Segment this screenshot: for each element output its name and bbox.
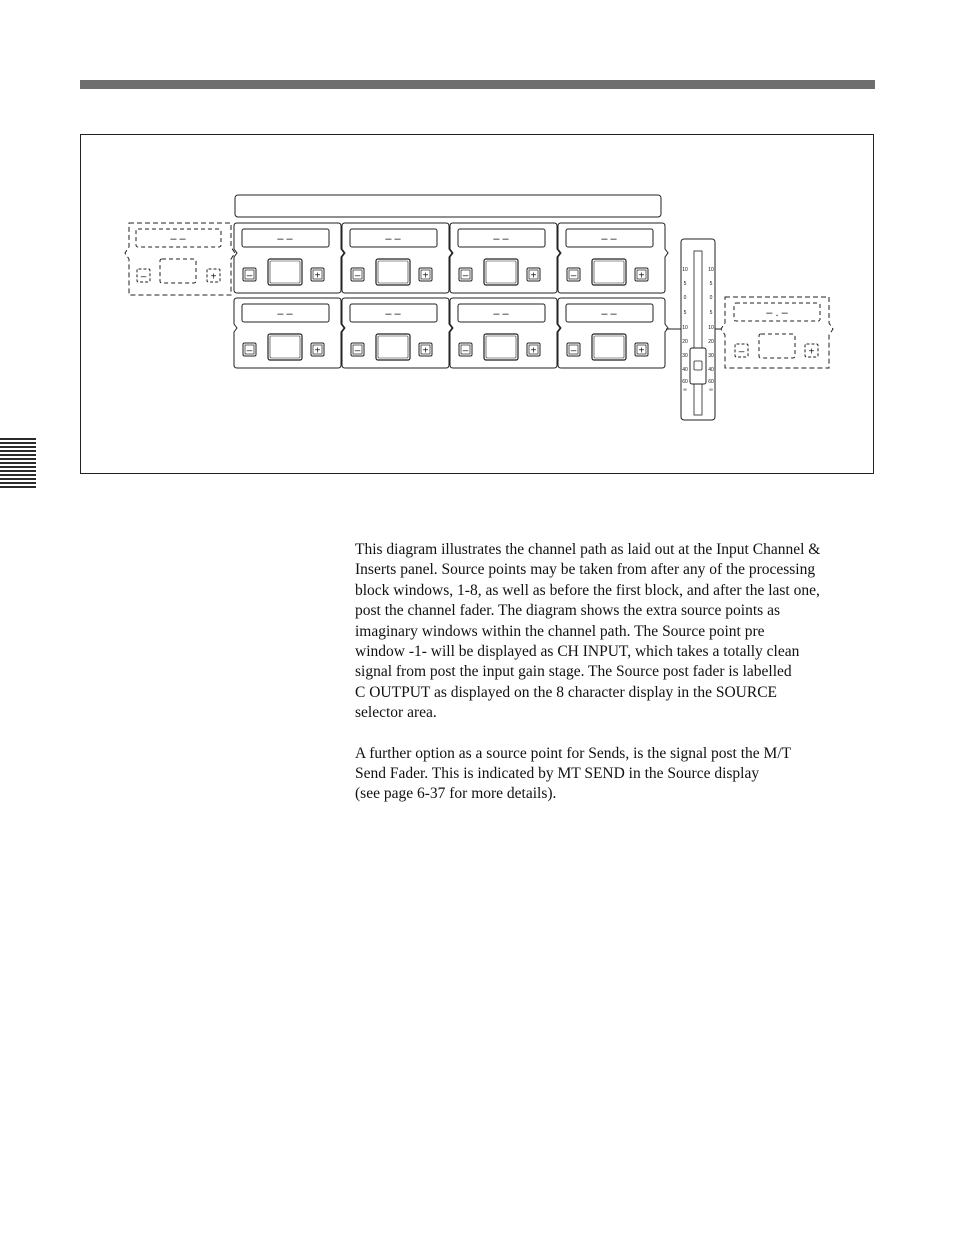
- post-window-key: [759, 334, 795, 358]
- fader-slot: [694, 251, 702, 415]
- plus-button-label: +: [638, 270, 645, 282]
- window-select-key: [376, 259, 410, 285]
- window-display-text: – –: [385, 233, 401, 245]
- window-display-text: – –: [277, 308, 293, 320]
- fader-scale-right-label: 5: [709, 281, 713, 287]
- minus-button-label: –: [354, 270, 361, 282]
- window-display-text: – –: [601, 308, 617, 320]
- fader-scale-right-label: 30: [708, 353, 714, 359]
- fader-scale-right-label: 10: [708, 325, 714, 331]
- fader-scale-left-label: 10: [682, 325, 688, 331]
- fader-scale-left-label: 0: [683, 295, 687, 301]
- processing-window-1: [234, 223, 344, 293]
- processing-window-3: [450, 223, 560, 293]
- fader-scale-right-label: 20: [708, 339, 714, 345]
- processing-window-6: [342, 298, 452, 368]
- window-display-text: – –: [277, 233, 293, 245]
- fader-scale-left-label: ∞: [683, 387, 687, 393]
- post-minus-button-label: –: [738, 346, 745, 358]
- text-line: selector area.: [355, 704, 437, 722]
- window-display-text: – –: [493, 233, 509, 245]
- minus-button-label: –: [462, 270, 469, 282]
- window-select-key: [484, 259, 518, 285]
- fader-scale-left-label: 20: [682, 339, 688, 345]
- fader-scale-right-label: 0: [709, 295, 713, 301]
- header-rule: [80, 80, 875, 89]
- minus-button-label: –: [246, 270, 253, 282]
- plus-button-label: +: [530, 270, 537, 282]
- channel-fader: [681, 239, 715, 420]
- post-window-display-text: – . –: [766, 307, 788, 319]
- text-line: post the channel fader. The diagram shows the extra source points as: [355, 602, 780, 620]
- processing-window-8: [558, 298, 668, 368]
- post-plus-button-label: +: [808, 346, 815, 358]
- plus-button-label: +: [422, 270, 429, 282]
- channel-path-diagram: [81, 135, 875, 475]
- plus-button-label: +: [422, 345, 429, 357]
- window-select-key: [592, 259, 626, 285]
- pre-window-display-text: – –: [170, 233, 186, 245]
- plus-button-label: +: [638, 345, 645, 357]
- chapter-edge-tabs: [0, 438, 36, 490]
- imaginary-window-post: [721, 297, 833, 368]
- window-select-key: [376, 334, 410, 360]
- plus-button-label: +: [530, 345, 537, 357]
- text-line: (see page 6-37 for more details).: [355, 785, 557, 803]
- minus-button-label: –: [354, 345, 361, 357]
- channel-title-bar: [235, 195, 661, 217]
- pre-window-key: [160, 259, 196, 283]
- pre-minus-button-label: –: [140, 271, 147, 283]
- text-line: This diagram illustrates the channel path as laid out at the Input Channel &: [355, 541, 821, 558]
- window-display-text: – –: [385, 308, 401, 320]
- minus-button-label: –: [570, 270, 577, 282]
- fader-scale-right-label: 60: [708, 379, 714, 385]
- fader-knob-indicator: [694, 361, 702, 370]
- minus-button-label: –: [246, 345, 253, 357]
- figure-frame: [80, 134, 874, 474]
- window-select-key: [268, 334, 302, 360]
- imaginary-window-pre: [125, 223, 235, 295]
- processing-window-2: [342, 223, 452, 293]
- text-line: signal from post the input gain stage. The Source post fader is labelled: [355, 663, 792, 681]
- plus-button-label: +: [314, 345, 321, 357]
- fader-scale-right-label: ∞: [709, 387, 713, 393]
- processing-window-7: [450, 298, 560, 368]
- plus-button-label: +: [314, 270, 321, 282]
- text-line: block windows, 1-8, as well as before the first block, and after the last one,: [355, 581, 820, 599]
- window-display-text: – –: [493, 308, 509, 320]
- minus-button-label: –: [570, 345, 577, 357]
- fader-scale-left-label: 10: [682, 267, 688, 273]
- paragraph-1: [355, 540, 880, 724]
- fader-scale-left-label: 5: [683, 310, 687, 316]
- fader-scale-left-label: 30: [682, 353, 688, 359]
- window-select-key: [484, 334, 518, 360]
- processing-window-4: [558, 223, 668, 293]
- text-line: C OUTPUT as displayed on the 8 character display in the SOURCE: [355, 683, 778, 701]
- window-select-key: [592, 334, 626, 360]
- text-line: window -1- will be displayed as CH INPUT, which takes a totally clean: [355, 643, 800, 661]
- processing-window-5: [234, 298, 344, 368]
- text-line: Inserts panel. Source points may be taken from after any of the processing: [355, 561, 816, 579]
- fader-scale-left-label: 60: [682, 379, 688, 385]
- paragraph-2: [355, 744, 880, 805]
- window-select-key: [268, 259, 302, 285]
- fader-scale-right-label: 10: [708, 267, 714, 273]
- pre-plus-button-label: +: [210, 271, 217, 283]
- fader-scale-left-label: 5: [683, 281, 687, 287]
- fader-scale-left-label: 40: [682, 367, 688, 373]
- fader-scale-right-label: 5: [709, 310, 713, 316]
- text-line: A further option as a source point for Sends, is the signal post the M/T: [355, 744, 792, 762]
- text-line: imaginary windows within the channel path. The Source point pre: [355, 622, 765, 640]
- body-text: [355, 540, 880, 825]
- window-display-text: – –: [601, 233, 617, 245]
- fader-scale-right-label: 40: [708, 367, 714, 373]
- minus-button-label: –: [462, 345, 469, 357]
- text-line: Send Fader. This is indicated by MT SEND in the Source display: [355, 765, 760, 783]
